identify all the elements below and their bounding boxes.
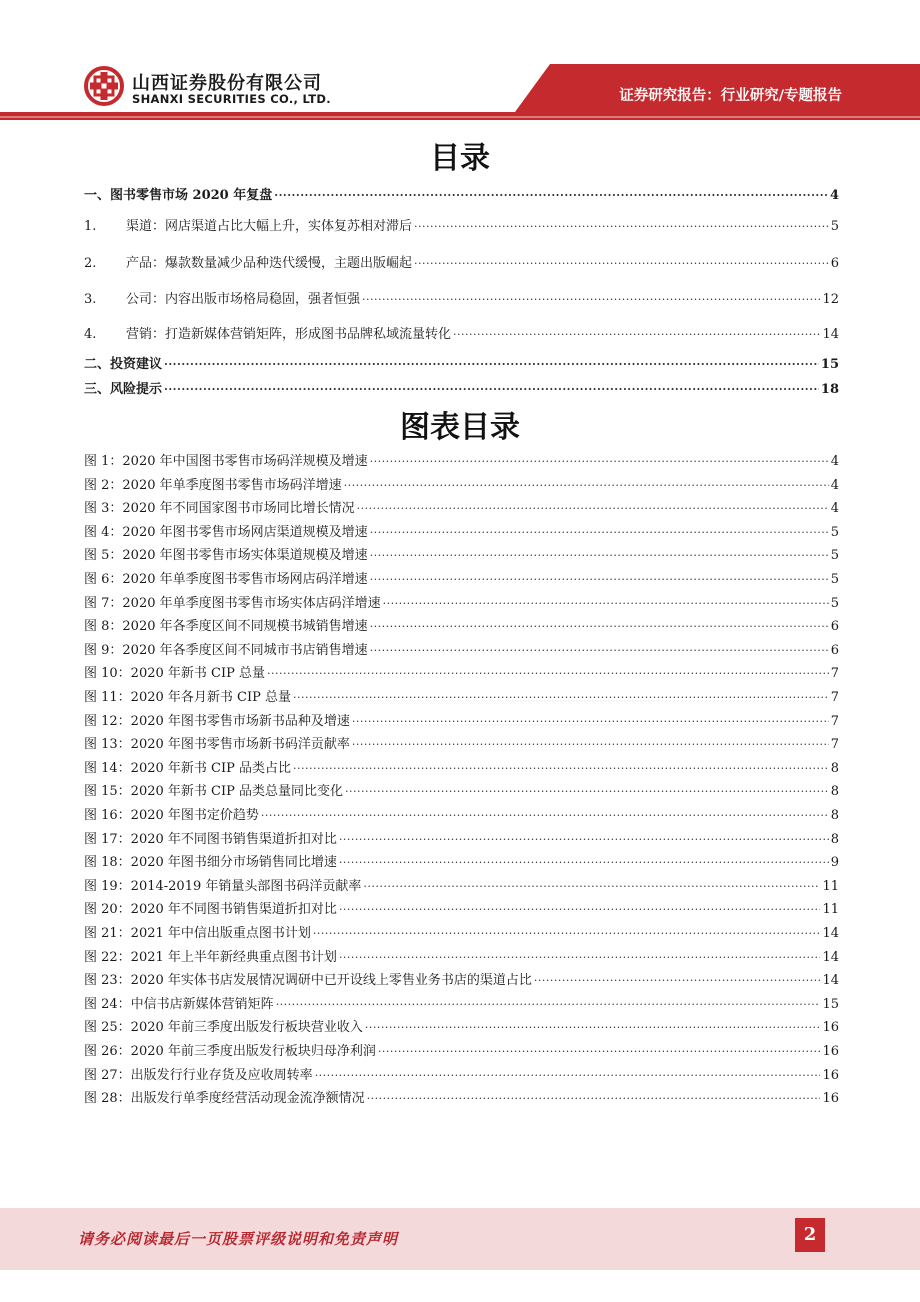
leader-dots <box>370 641 829 655</box>
figure-entry-page: 7 <box>830 737 839 753</box>
figure-entry[interactable] <box>84 1015 839 1035</box>
figure-entry[interactable] <box>84 992 839 1012</box>
figure-entry[interactable] <box>84 874 839 894</box>
figure-entry[interactable] <box>84 638 839 658</box>
toc-entry-page: 12 <box>822 292 839 307</box>
figure-entry-label: 图 19：2014-2019 年销量头部图书码洋贡献率 <box>84 878 362 894</box>
leader-dots <box>345 782 829 796</box>
company-logo-icon <box>84 66 124 106</box>
figure-entry[interactable] <box>84 449 839 469</box>
company-name-en: SHANXI SECURITIES CO., LTD. <box>132 92 331 106</box>
leader-dots <box>274 186 828 200</box>
leader-dots <box>293 759 829 773</box>
figure-entry[interactable] <box>84 850 839 870</box>
figure-entry-page: 6 <box>830 642 839 658</box>
figure-entry-label: 图 24：中信书店新媒体营销矩阵 <box>84 996 274 1012</box>
figure-entry-label: 图 11：2020 年各月新书 CIP 总量 <box>84 690 291 705</box>
figure-entry-page: 7 <box>830 713 839 729</box>
leader-dots <box>378 1042 821 1056</box>
figure-entry-page: 14 <box>822 949 839 965</box>
figure-entry-page: 5 <box>830 548 839 564</box>
figure-entry[interactable] <box>84 567 839 587</box>
figure-entry-label: 图 26：2020 年前三季度出版发行板块归母净利润 <box>84 1044 376 1059</box>
figure-entry-label: 图 9：2020 年各季度区间不同城市书店销售增速 <box>84 642 368 658</box>
leader-dots <box>534 971 821 985</box>
figure-entry-label: 图 16：2020 年图书定价趋势 <box>84 808 259 823</box>
figure-entry-page: 4 <box>830 454 839 469</box>
leader-dots <box>293 688 829 702</box>
toc-entry[interactable] <box>84 183 839 203</box>
page-footer <box>0 1208 920 1270</box>
figure-entry-page: 14 <box>822 973 839 989</box>
figure-entry-page: 5 <box>830 524 839 540</box>
figure-entry-page: 11 <box>822 902 839 918</box>
leader-dots <box>383 594 829 608</box>
figure-entry[interactable] <box>84 968 839 988</box>
toc-title: 目录 <box>430 141 490 176</box>
leader-dots <box>363 877 820 891</box>
toc-entry-number: 3. <box>84 292 97 307</box>
figure-entry-page: 8 <box>830 831 839 847</box>
figure-entry-page: 16 <box>822 1020 839 1036</box>
figure-entry-label: 图 12：2020 年图书零售市场新书品种及增速 <box>84 713 350 729</box>
report-type-label: 证券研究报告：行业研究/专题报告 <box>619 88 842 104</box>
figure-entry-label: 图 7：2020 年单季度图书零售市场实体店码洋增速 <box>84 595 381 611</box>
leader-dots <box>339 900 821 914</box>
toc-entry-number: 4. <box>84 327 97 342</box>
toc-entry[interactable] <box>84 214 839 234</box>
toc-entry-label: 一、图书零售市场 2020 年复盘 <box>84 188 273 203</box>
figure-entry-page: 14 <box>822 926 839 941</box>
toc-entry-page: 14 <box>822 327 839 342</box>
toc-entry[interactable] <box>84 352 839 372</box>
toc-entry-label: 二、投资建议 <box>84 357 163 372</box>
figure-entry-label: 图 27：出版发行行业存货及应收周转率 <box>84 1067 313 1083</box>
disclaimer-text: 请务必阅读最后一页股票评级说明和免责声明 <box>78 1230 399 1248</box>
figure-entry-label: 图 17：2020 年不同图书销售渠道折扣对比 <box>84 831 337 847</box>
leader-dots <box>370 523 829 537</box>
leader-dots <box>344 476 829 490</box>
figure-entry[interactable] <box>84 614 839 634</box>
figure-entry[interactable] <box>84 473 839 493</box>
figure-list-title: 图表目录 <box>400 410 520 445</box>
figure-entry[interactable] <box>84 945 839 965</box>
leader-dots <box>414 254 829 268</box>
company-name-cn: 山西证券股份有限公司 <box>132 73 322 94</box>
toc-entry[interactable] <box>84 251 839 271</box>
leader-dots <box>276 995 821 1009</box>
figure-entry-page: 7 <box>830 690 839 705</box>
figure-entry[interactable] <box>84 685 839 705</box>
leader-dots <box>261 806 829 820</box>
figure-entry[interactable] <box>84 1039 839 1059</box>
figure-entry[interactable] <box>84 496 839 516</box>
figure-entry-label: 图 3：2020 年不同国家图书市场同比增长情况 <box>84 501 355 517</box>
figure-entry[interactable] <box>84 1063 839 1083</box>
figure-entry-label: 图 20：2020 年不同图书销售渠道折扣对比 <box>84 902 337 918</box>
figure-entry-page: 4 <box>830 501 839 517</box>
figure-entry-page: 8 <box>830 760 839 776</box>
leader-dots <box>357 499 829 513</box>
figure-entry-label: 图 21：2021 年中信出版重点图书计划 <box>84 926 311 941</box>
figure-entry-page: 4 <box>830 477 839 493</box>
figure-entry-page: 8 <box>830 784 839 800</box>
figure-entry-page: 9 <box>830 855 839 871</box>
figure-entry-label: 图 10：2020 年新书 CIP 总量 <box>84 666 265 682</box>
figure-entry-label: 图 13：2020 年图书零售市场新书码洋贡献率 <box>84 737 350 753</box>
leader-dots <box>370 452 829 466</box>
leader-dots <box>365 1018 821 1032</box>
figure-entry-label: 图 28：出版发行单季度经营活动现金流净额情况 <box>84 1091 365 1107</box>
figure-entry-label: 图 5：2020 年图书零售市场实体渠道规模及增速 <box>84 548 368 564</box>
toc-entry-page: 5 <box>830 219 839 234</box>
leader-dots <box>339 853 829 867</box>
figure-entry-page: 15 <box>822 996 839 1012</box>
leader-dots <box>370 570 829 584</box>
figure-entry[interactable] <box>84 1086 839 1106</box>
leader-dots <box>414 217 829 231</box>
leader-dots <box>267 664 829 678</box>
figure-entry-label: 图 2：2020 年单季度图书零售市场码洋增速 <box>84 477 342 493</box>
leader-dots <box>164 355 819 369</box>
toc-entry-label: 公司：内容出版市场格局稳固，强者恒强 <box>126 292 361 307</box>
figure-entry-page: 8 <box>830 808 839 823</box>
figure-entry-page: 16 <box>822 1044 839 1059</box>
figure-entry-page: 5 <box>830 595 839 611</box>
figure-entry[interactable] <box>84 827 839 847</box>
figure-entry-page: 7 <box>830 666 839 682</box>
figure-entry-label: 图 6：2020 年单季度图书零售市场网店码洋增速 <box>84 572 368 587</box>
toc-entry[interactable] <box>84 322 839 342</box>
figure-entry-page: 5 <box>830 572 839 587</box>
leader-dots <box>164 380 819 394</box>
figure-entry-label: 图 22：2021 年上半年新经典重点图书计划 <box>84 949 337 965</box>
leader-dots <box>339 830 829 844</box>
figure-entry-label: 图 23：2020 年实体书店发展情况调研中已开设线上零售业务书店的渠道占比 <box>84 973 532 989</box>
toc-entry-number: 1. <box>84 219 97 234</box>
leader-dots <box>315 1066 821 1080</box>
figure-entry-label: 图 1：2020 年中国图书零售市场码洋规模及增速 <box>84 454 368 469</box>
leader-dots <box>313 924 821 938</box>
figure-entry[interactable] <box>84 543 839 563</box>
figure-entry-label: 图 4：2020 年图书零售市场网店渠道规模及增速 <box>84 524 368 540</box>
toc-entry-page: 6 <box>830 256 839 271</box>
toc-entry-number: 2. <box>84 256 97 271</box>
figure-entry-label: 图 8：2020 年各季度区间不同规模书城销售增速 <box>84 619 368 635</box>
figure-entry[interactable] <box>84 591 839 611</box>
figure-entry-label: 图 15：2020 年新书 CIP 品类总量同比变化 <box>84 784 343 800</box>
toc-entry[interactable] <box>84 377 839 397</box>
toc-entry-page: 15 <box>820 357 839 372</box>
figure-entry-label: 图 18：2020 年图书细分市场销售同比增速 <box>84 855 337 871</box>
figure-entry[interactable] <box>84 803 839 823</box>
leader-dots <box>370 546 829 560</box>
toc-entry-page: 4 <box>829 188 839 203</box>
leader-dots <box>362 290 820 304</box>
figure-entry[interactable] <box>84 779 839 799</box>
figure-entry-label: 图 25：2020 年前三季度出版发行板块营业收入 <box>84 1020 363 1036</box>
figure-entry[interactable] <box>84 732 839 752</box>
toc-entry-label: 营销：打造新媒体营销矩阵，形成图书品牌私域流量转化 <box>126 327 452 342</box>
leader-dots <box>453 325 820 339</box>
figure-entry[interactable] <box>84 709 839 729</box>
figure-entry[interactable] <box>84 756 839 776</box>
toc-entry-label: 三、风险提示 <box>84 382 163 397</box>
figure-entry-page: 11 <box>822 878 839 894</box>
leader-dots <box>370 617 829 631</box>
leader-dots <box>367 1089 821 1103</box>
toc-entry-label: 产品：爆款数量减少品种迭代缓慢，主题出版崛起 <box>126 256 413 271</box>
figure-entry[interactable] <box>84 897 839 917</box>
figure-entry[interactable] <box>84 661 839 681</box>
page-header <box>0 0 920 120</box>
figure-entry-page: 6 <box>830 619 839 635</box>
leader-dots <box>352 712 829 726</box>
leader-dots <box>339 948 821 962</box>
figure-entry-page: 16 <box>822 1091 839 1107</box>
leader-dots <box>352 735 829 749</box>
figure-entry[interactable] <box>84 520 839 540</box>
page-number: 2 <box>795 1218 825 1252</box>
toc-entry-label: 渠道：网店渠道占比大幅上升，实体复苏相对滞后 <box>126 219 413 234</box>
figure-entry-label: 图 14：2020 年新书 CIP 品类占比 <box>84 760 291 776</box>
toc-entry-page: 18 <box>820 382 839 397</box>
toc-entry[interactable] <box>84 287 839 307</box>
figure-entry[interactable] <box>84 921 839 941</box>
figure-entry-page: 16 <box>822 1067 839 1083</box>
